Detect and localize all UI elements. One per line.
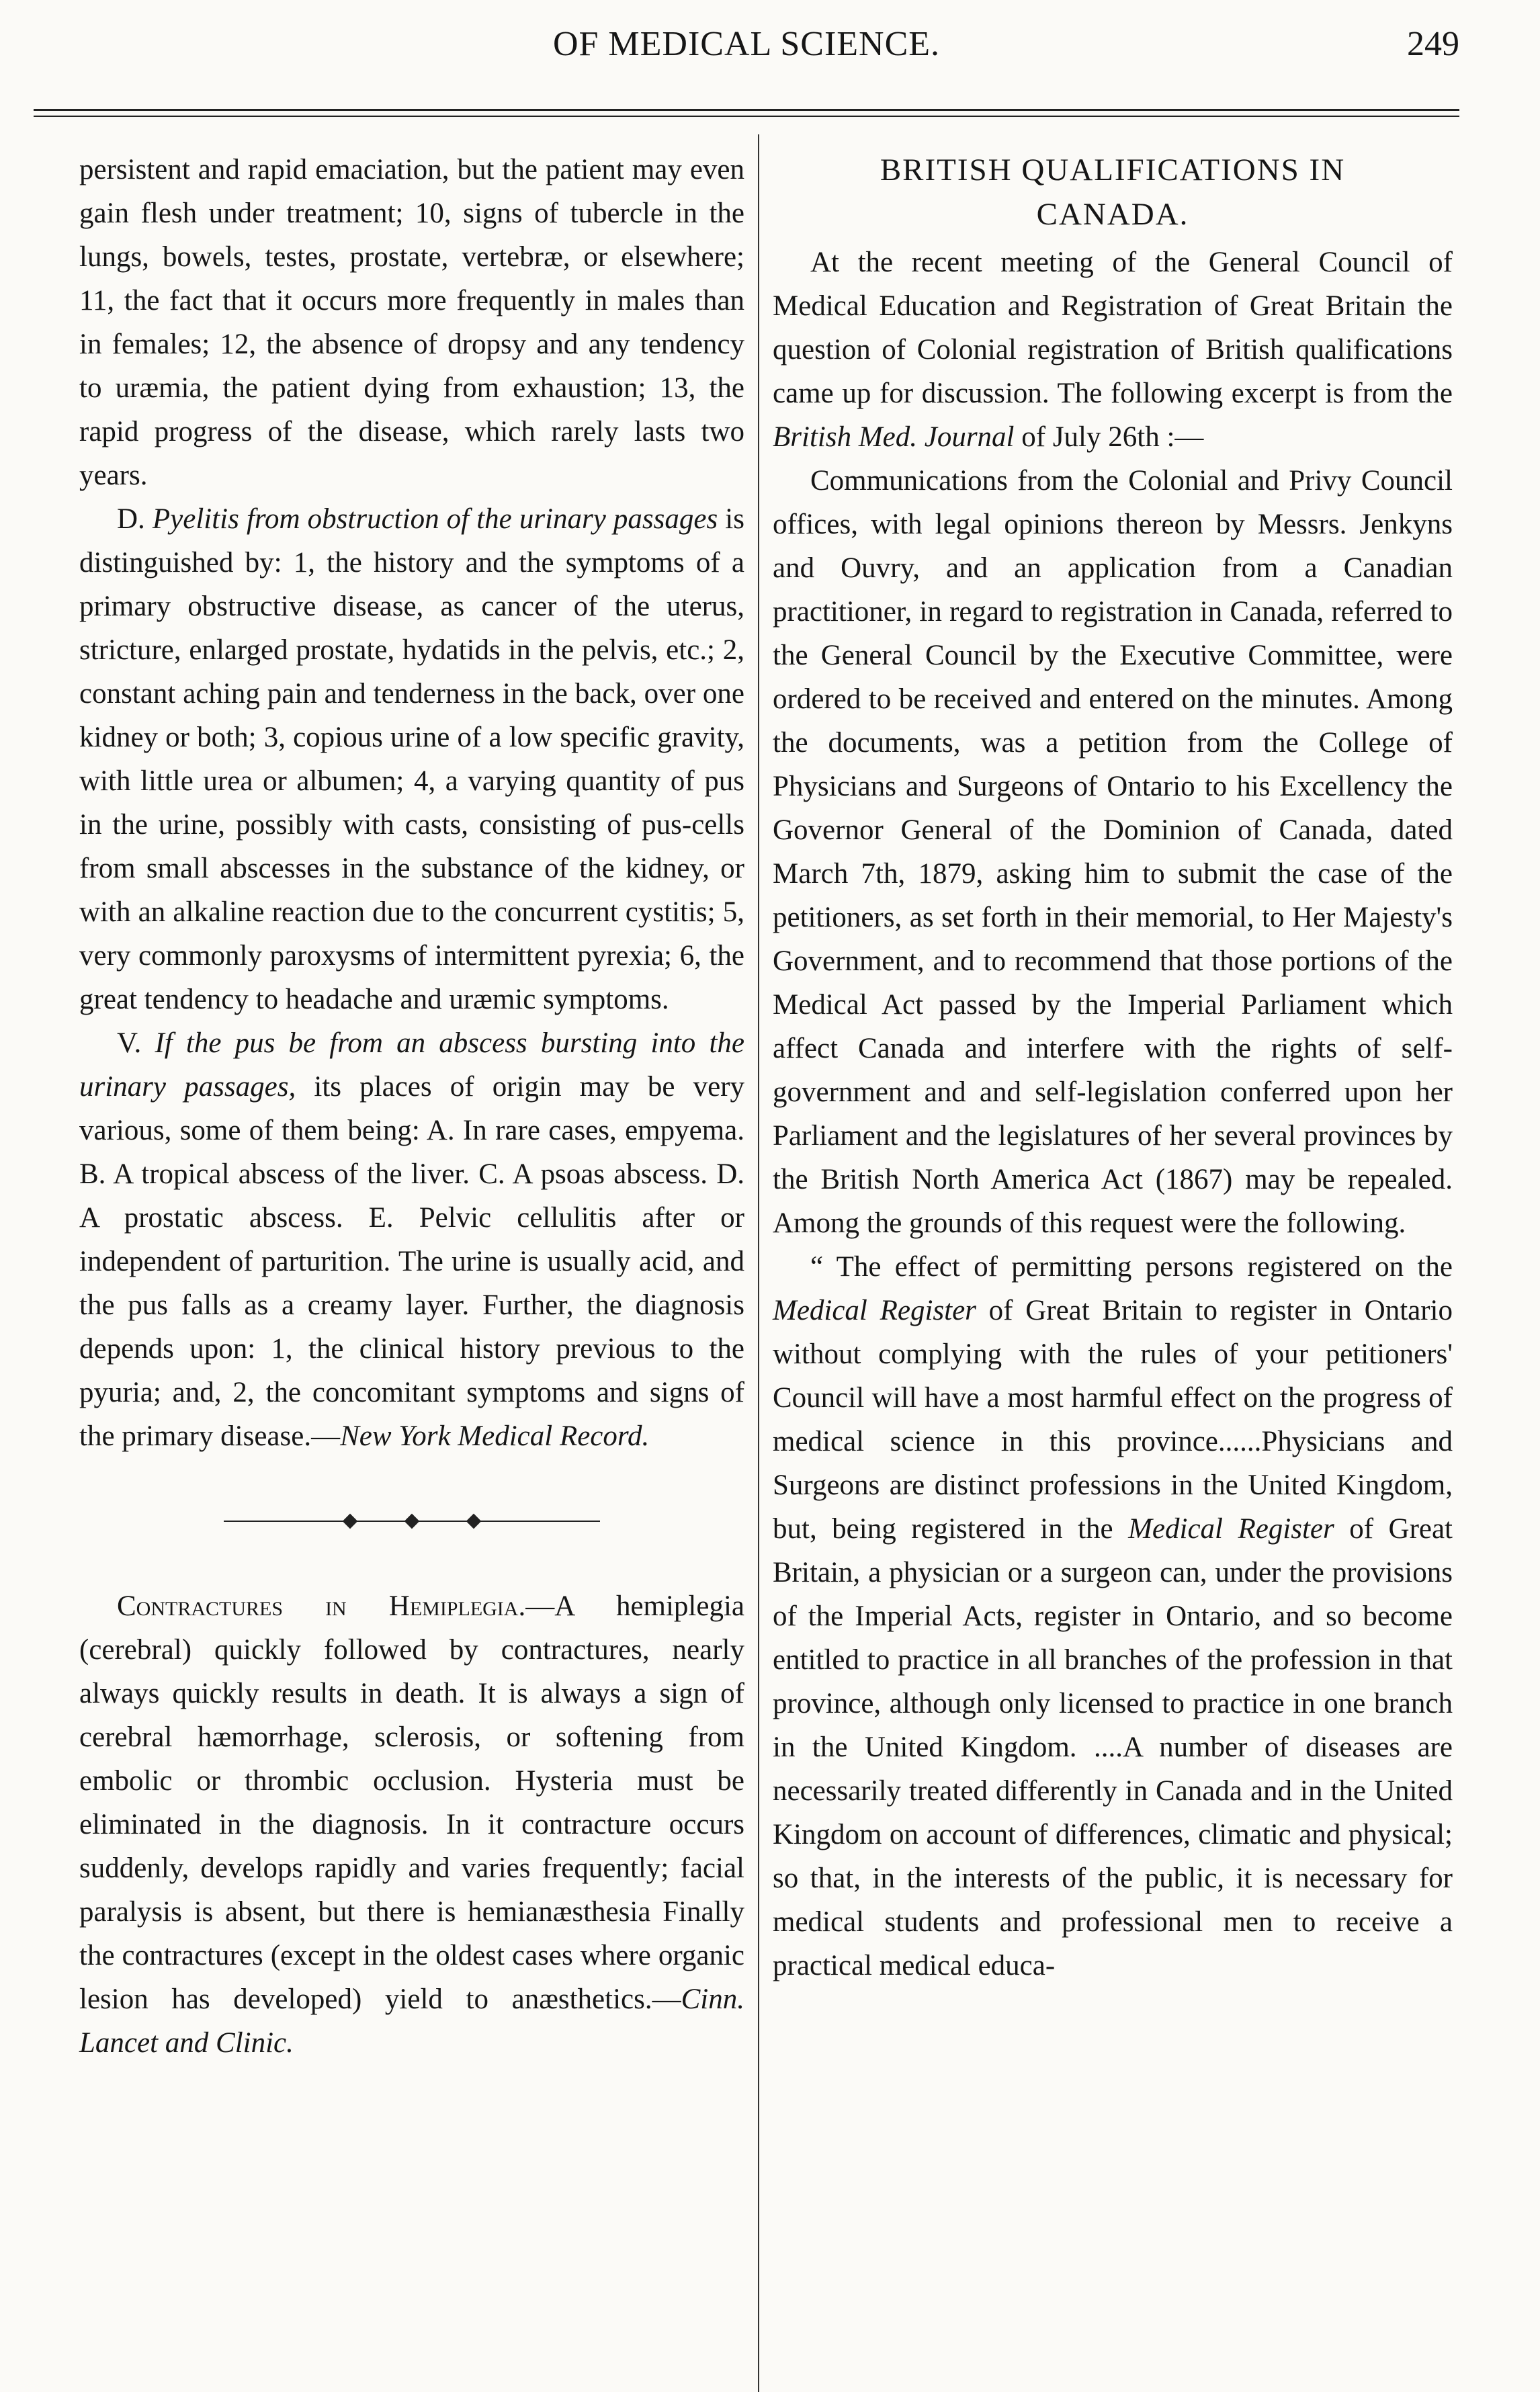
intro-end: of July 26th :— (1014, 421, 1204, 453)
contractures-text: —A hemiplegia (cerebral) quickly followed by contractures, nearly always quickly results in death. It is always a sign of cerebral hæmorrhage, sclerosis, or softening from embolic or thrombic occlusion. Hysteria must be eliminated in the diagnosis. In it contracture occurs suddenly, develops rapidly and varies frequently; facial paralysis is absent, but there is hemianæsthesia Finally the contractures (except in the oldest cases where organic lesion has developed) yield to anæsthetics.— (79, 1590, 744, 2015)
quotation-part-c: of Great Britain, a physician or a surgeon can, under the provisions of the Imperial Acts, register in Ontario, and so become entitled to practice in all branches of the profession in that province, although only licensed to practice in one branch in the United Kingdom. ....A number of diseases are necessarily treated differently in Canada and in the United Kingdom on account of differences, climatic and physical; so that, in the interests of the public, it is necessary for medical students and professional men to receive a practical medical educa- (773, 1513, 1453, 1981)
article-title-line-1: BRITISH QUALIFICATIONS IN (880, 153, 1346, 187)
contractures-title: Contractures in Hemiplegia. (117, 1590, 526, 1622)
section-label-d: D. (117, 503, 145, 535)
section-label-v: V. (117, 1027, 142, 1059)
page-number: 249 (1407, 25, 1459, 63)
article-title (773, 148, 1453, 237)
header-rule-bottom (34, 116, 1459, 117)
journal-name: British Med. Journal (773, 421, 1015, 453)
paragraph-contractures (79, 1584, 744, 2065)
contractures-source: Cinn. Lancet and Clinic. (79, 1983, 744, 2059)
abscess-source: New York Medical Record. (340, 1420, 650, 1452)
paragraph-emaciation: persistent and rapid emaciation, but the patient may even gain flesh under treatment; 10, signs of tubercle in the lungs, bowels, testes, prostate, vertebræ, or elsewhere; 11, the fact that it occurs more frequently in males than in females; 12, the absence of dropsy and any tendency to uræmia, the patient dying from exhaustion; 13, the rapid progress of the disease, which rarely lasts two years. (79, 154, 744, 491)
medical-register-2: Medical Register (1128, 1513, 1334, 1545)
left-column (79, 148, 744, 2065)
article-title-line-2: CANADA. (1036, 197, 1189, 232)
paragraph-intro (773, 241, 1453, 459)
paragraph-pyelitis (79, 497, 744, 1021)
running-title: OF MEDICAL SCIENCE. (552, 25, 941, 63)
header-rule-top (34, 109, 1459, 111)
pyelitis-heading: Pyelitis from obstruction of the urinary passages (152, 503, 718, 535)
right-column (773, 148, 1453, 1988)
abscess-text: its places of origin may be very various, some of them being: A. In rare cases, empyema. B. A tropical abscess of the liver. C. A psoas abscess. D. A prostatic abscess. E. Pelvic cellulitis after or independent of parturition. The urine is usually acid, and the pus falls as a creamy layer. Further, the diagnosis depends upon: 1, the clinical history previous to the pyuria; and, 2, the concomitant symptoms and signs of the primary disease.— (79, 1071, 744, 1452)
intro-text: At the recent meeting of the General Council of Medical Education and Registration of Great Britain the question of Colonial registration of British qualifications came up for discussion. The following excerpt is from the (773, 247, 1453, 409)
abscess-heading: If the pus be from an abscess bursting into the urinary passages, (79, 1027, 744, 1103)
paragraph-communications: Communications from the Colonial and Privy Council offices, with legal opinions thereon by Messrs. Jenkyns and Ouvry, and an application from a Canadian practitioner, in regard to registration in Canada, referred to the General Council by the Executive Committee, were ordered to be received and entered on the minutes. Among the documents, was a petition from the College of Physicians and Surgeons of Ontario to his Excellency the Governor General of the Dominion of Canada, dated March 7th, 1879, asking him to submit the case of the petitioners, as set forth in their memorial, to Her Majesty's Government, and to recommend that those portions of the Medical Act passed by the Imperial Parliament which affect Canada and interfere with the rights of self-government and and self-legislation conferred upon her Parliament and the legislatures of her several provinces by the British North America Act (1867) may be repealed. Among the grounds of this request were the following. (773, 465, 1453, 1239)
pyelitis-text: is distinguished by: 1, the history and the symptoms of a primary obstructive disease, as cancer of the uterus, stricture, enlarged prostate, hydatids in the pelvis, etc.; 2, constant aching pain and tenderness in the back, over one kidney or both; 3, copious urine of a low specific gravity, with little urea or albumen; 4, a varying quantity of pus in the urine, possibly with casts, consisting of pus-cells from small abscesses in the substance of the kidney, or with an alkaline reaction due to the concurrent cystitis; 5, very commonly paroxysms of intermittent pyrexia; 6, the great tendency to headache and uræmic symptoms. (79, 503, 744, 1015)
quotation-part-a: “ The effect of permitting persons registered on the (810, 1251, 1453, 1283)
quotation-part-b: of Great Britain to register in Ontario without complying with the rules of your petitioners' Council will have a most harmful effect on the progress of medical science in this province......Physicians and Surgeons are distinct professions in the United Kingdom, but, being registered in the (773, 1295, 1453, 1545)
medical-register-1: Medical Register (773, 1295, 976, 1326)
page-header (34, 24, 1459, 78)
paragraph-abscess (79, 1021, 744, 1458)
paragraph-quotation (773, 1245, 1453, 1988)
column-divider (758, 134, 759, 2392)
section-ornament (224, 1514, 600, 1528)
